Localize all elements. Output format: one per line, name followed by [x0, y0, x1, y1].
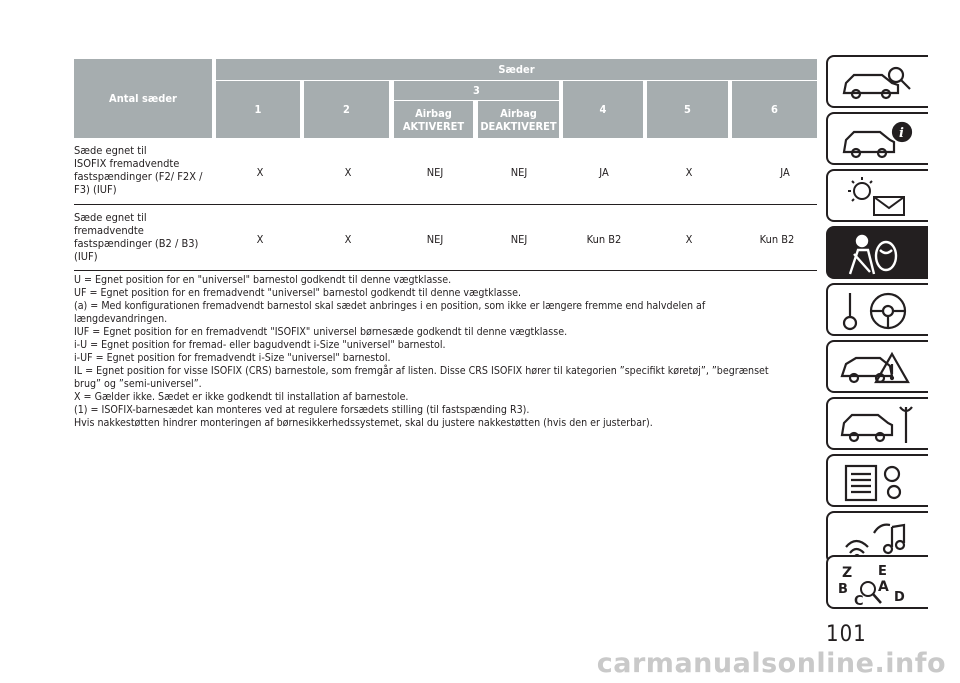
tab-car-info[interactable] — [826, 112, 928, 165]
note-line: (a) = Med konfigurationen fremadvendt barnestol skal sædet anbringes i en position, som ikke er længere fremme end halvdelen af — [74, 300, 706, 312]
row1-label-line: Sæde egnet til — [74, 144, 147, 157]
row1-label — [74, 144, 214, 196]
airbag-on-line2: AKTIVERET — [402, 119, 465, 133]
index-letter-c: C — [854, 594, 864, 607]
index-letter-a: A — [878, 579, 889, 595]
row2-col4: Kun B2 — [586, 233, 622, 246]
note-line: Hvis nakkestøtten hindrer monteringen af børnesikkerhedssystemet, skal du justere nakkestøtten (hvis den er justerbar). — [74, 417, 653, 429]
note-line: i-U = Egnet position for fremad- eller bagudvendt i-Size "universel" barnestol. — [74, 339, 446, 351]
page-number: 101 — [826, 622, 867, 647]
row1-col1: X — [256, 166, 264, 179]
note-line: i-UF = Egnet position for fremadvendt i-Size "universel" barnestol. — [74, 352, 391, 364]
tab-maintenance[interactable] — [826, 397, 928, 450]
car-dashboard-search-icon — [836, 61, 922, 105]
emergency-car-icon — [836, 346, 922, 390]
row2-label-line: fremadvendte — [74, 224, 144, 237]
note-line: IUF = Egnet position for en fremadvendt "ISOFIX" universel børnesæde godkendt til denne vægtklasse. — [74, 326, 568, 338]
index-letter-d: D — [894, 590, 905, 605]
airbag-on-line1: Airbag — [415, 106, 452, 120]
row-divider — [74, 204, 817, 205]
index-letter-e: E — [878, 564, 887, 579]
watermark: carmanualsonline.info — [596, 648, 946, 679]
airbag-off-line2: DEAKTIVERET — [480, 119, 557, 133]
row2-col3-on: NEJ — [426, 233, 444, 246]
header-col-5: 5 — [647, 81, 728, 138]
starting-driving-icon — [836, 289, 922, 333]
note-line: længdevandringen. — [74, 313, 168, 325]
row1-label-line: ISOFIX fremadvendte — [74, 157, 180, 170]
row-divider — [74, 270, 817, 271]
header-col-3: 3 — [394, 81, 559, 100]
index-letter-b: B — [838, 582, 848, 597]
note-line: UF = Egnet position for en fremadvendt "universel" barnestol godkendt til denne vægtklasse. — [74, 287, 522, 299]
note-line: (1) = ISOFIX-barnesædet kan monteres ved at regulere forsædets stilling (til fastspænding R3). — [74, 404, 530, 416]
warning-lights-message-icon — [836, 175, 922, 219]
header-airbag-deaktiveret — [478, 101, 559, 138]
tab-starting-driving[interactable] — [826, 283, 928, 336]
row1-col2: X — [344, 166, 352, 179]
car-info-icon — [836, 118, 922, 162]
row2-col1: X — [256, 233, 264, 246]
tab-car-dashboard[interactable] — [826, 55, 928, 108]
row1-col4: JA — [599, 166, 609, 179]
row2-col2: X — [344, 233, 352, 246]
tab-technical-data[interactable] — [826, 454, 928, 507]
row2-label-line: fastspændinger (B2 / B3) — [74, 237, 199, 250]
row1-col3-on: NEJ — [426, 166, 444, 179]
legend-notes — [74, 274, 814, 430]
header-col-6: 6 — [732, 81, 817, 138]
header-airbag-aktiveret — [394, 101, 473, 138]
note-line: X = Gælder ikke. Sædet er ikke godkendt til installation af barnestole. — [74, 391, 409, 403]
header-col-4: 4 — [563, 81, 643, 138]
airbag-off-line1: Airbag — [500, 106, 537, 120]
tab-warning-lights[interactable] — [826, 169, 928, 222]
row2-label — [74, 211, 214, 263]
row2-col3-off: NEJ — [510, 233, 528, 246]
index-alphabet-icon — [836, 561, 922, 607]
row1-col6: JA — [780, 166, 790, 179]
note-line: IL = Egnet position for visse ISOFIX (CRS) barnestole, som fremgår af listen. Disse CRS ISOFIX hører til kategorien ”specifikt køretøj”, ”begrænset — [74, 365, 769, 377]
safety-airbag-seatbelt-icon — [836, 232, 922, 276]
row2-label-line: Sæde egnet til — [74, 211, 147, 224]
row1-col3-off: NEJ — [510, 166, 528, 179]
row1-label-line: F3) (IUF) — [74, 183, 117, 196]
header-saeder-group: Sæder — [216, 59, 817, 80]
car-maintenance-icon — [836, 403, 922, 447]
tab-index[interactable] — [826, 555, 928, 609]
note-line: U = Egnet position for en "universel" barnestol godkendt til denne vægtklasse. — [74, 274, 452, 286]
index-letter-z: Z — [842, 565, 853, 581]
tab-safety[interactable] — [826, 226, 928, 279]
header-col-1: 1 — [216, 81, 300, 138]
header-antal-saeder: Antal sæder — [74, 59, 212, 138]
header-col-2: 2 — [304, 81, 389, 138]
row2-label-line: (IUF) — [74, 250, 98, 263]
tab-emergency[interactable] — [826, 340, 928, 393]
note-line: brug” og ”semi-universel”. — [74, 378, 202, 390]
row1-col5: X — [685, 166, 693, 179]
svg-text:i: i — [899, 126, 904, 141]
row2-col6: Kun B2 — [759, 233, 795, 246]
row2-col5: X — [685, 233, 693, 246]
technical-data-icon — [836, 460, 922, 504]
row1-label-line: fastspændinger (F2/ F2X / — [74, 170, 203, 183]
